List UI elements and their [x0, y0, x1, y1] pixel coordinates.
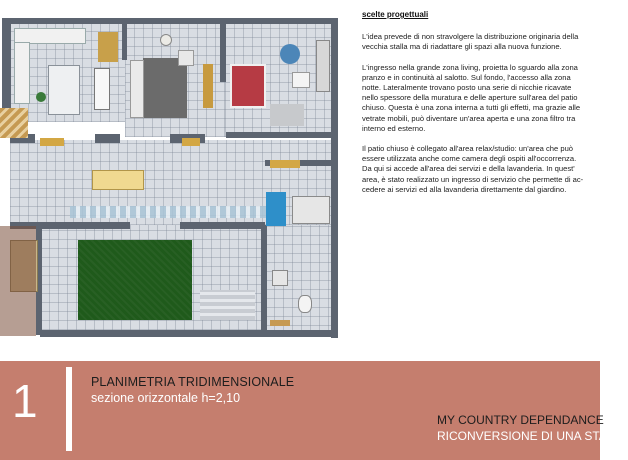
wardrobe	[316, 40, 330, 92]
bedroom-chair	[292, 72, 310, 88]
wall-bottom	[40, 330, 338, 337]
kitchen-island	[48, 65, 80, 115]
floor-plan-render	[0, 0, 345, 345]
notes-paragraph-1	[362, 32, 598, 52]
wall-kitchen-bottom-2	[95, 134, 120, 143]
notes-line: nello spessore della muratura e delle aperture sull'area del patio	[362, 93, 578, 103]
niche-2	[182, 138, 200, 146]
band-divider	[66, 367, 72, 451]
floor-lamp	[160, 34, 172, 46]
wall-dining-bottom-2	[180, 222, 265, 229]
wall-right	[331, 18, 338, 338]
project-title: MY COUNTRY DEPENDANCE	[437, 413, 604, 427]
stair	[0, 108, 28, 138]
project-subtitle: RICONVERSIONE DI UNA STALLA	[437, 429, 628, 443]
notes-heading: scelte progettuali	[362, 10, 429, 19]
wall-kitchen-living	[122, 22, 127, 60]
notes-line: Il patio chiuso è collegato all'area relax/studio: un'area che può	[362, 144, 574, 154]
wall-top	[8, 18, 338, 24]
notes-line: Da qui si accede all'area dei servizi e della lavanderia. In quest'	[362, 164, 575, 174]
patio-brick	[0, 226, 36, 336]
service-door	[270, 320, 290, 326]
studio-pool-desk	[266, 192, 286, 226]
sheet-title: PLANIMETRIA TRIDIMENSIONALE	[91, 375, 295, 389]
notes-line: cedere ai servizi ed alla lavanderia direttamente dal giardino.	[362, 184, 567, 194]
notes-line: vecchia stalla ma di riadattare gli spazi alla nuova funzione.	[362, 42, 562, 52]
notes-line: essere utilizzata anche come camera degli ospiti all'occorrenza.	[362, 154, 577, 164]
glass-partition	[70, 206, 270, 218]
wc	[298, 295, 312, 313]
living-sofa	[130, 60, 144, 118]
design-notes	[362, 10, 598, 340]
kitchen-table	[94, 68, 110, 110]
sheet-subtitle: sezione orizzontale h=2,10	[91, 391, 241, 405]
living-rug	[143, 58, 187, 118]
wall-living-bedroom	[220, 22, 226, 82]
title-band	[0, 361, 628, 460]
patio-steps	[200, 290, 255, 320]
studio-sofa	[292, 196, 330, 224]
living-armchair	[178, 50, 194, 66]
notes-line: L'ingresso nella grande zona living, proietta lo sguardo alla zona	[362, 62, 578, 72]
console	[270, 160, 300, 168]
plant-kitchen	[36, 92, 46, 102]
living-cabinet	[203, 64, 213, 108]
bedroom-table	[280, 44, 300, 64]
notes-line: notte. Lateralmente trovano posto una serie di nicchie ricavate	[362, 83, 572, 93]
washer	[272, 270, 288, 286]
notes-line: pranzo e in continuità al salotto. Sul fondo, l'accesso alla zona	[362, 72, 571, 82]
kitchen-counter-side	[14, 42, 30, 104]
kitchen-shelves	[98, 32, 118, 62]
bed	[230, 64, 266, 108]
notes-line: area, è stato realizzato un ingresso di servizio che permette di ac-	[362, 174, 584, 184]
bedroom-rug	[270, 104, 304, 126]
notes-line: interno ed esterno.	[362, 123, 426, 133]
dining-table	[92, 170, 144, 190]
notes-paragraph-2	[362, 63, 598, 134]
notes-paragraph-3	[362, 144, 598, 195]
niche-1	[40, 138, 64, 146]
notes-line: L'idea prevede di non stravolgere la distribuzione originaria della	[362, 32, 579, 42]
wall-services-left	[261, 225, 267, 333]
wall-bedroom-bottom	[226, 132, 336, 138]
sheet-number: 1	[12, 375, 38, 427]
patio-lawn	[78, 240, 192, 320]
notes-line: chiuso. Questa è una zona interna a tutti gli effetti, ma grazie alle	[362, 103, 581, 113]
notes-line: vetrate mobili, può diventare un'area aperta e una zona filtro tra	[362, 113, 576, 123]
